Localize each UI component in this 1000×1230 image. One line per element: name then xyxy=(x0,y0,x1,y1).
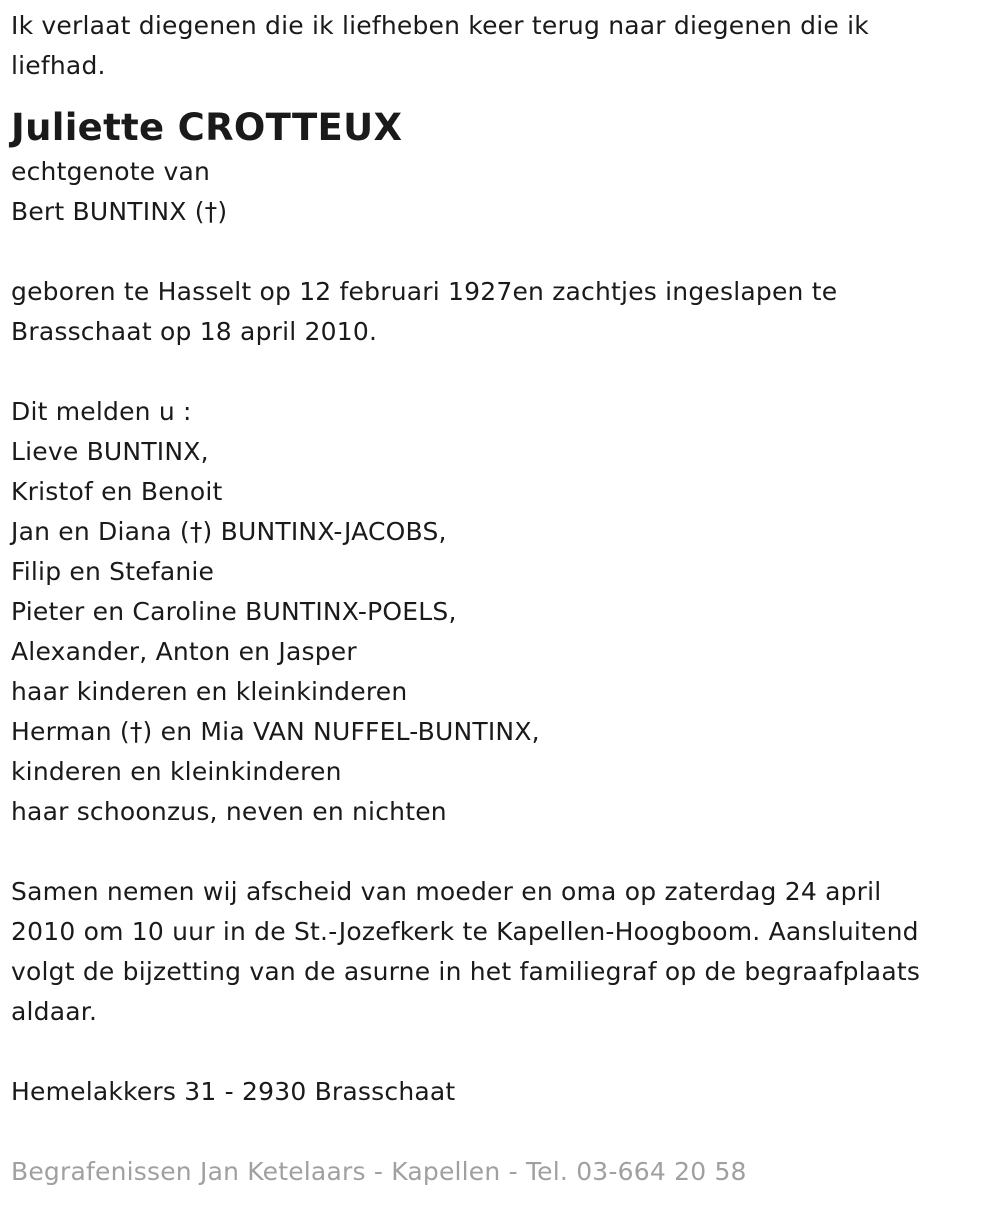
funeral-home-credit: Begrafenissen Jan Ketelaars - Kapellen - Tel. 03-664 20 58 xyxy=(11,1157,747,1186)
family-line: Jan en Diana (†) BUNTINX-JACOBS, xyxy=(11,517,447,546)
spacer xyxy=(11,232,986,272)
family-line: haar kinderen en kleinkinderen xyxy=(11,677,408,706)
family-line: kinderen en kleinkinderen xyxy=(11,757,342,786)
family-line: haar schoonzus, neven en nichten xyxy=(11,797,447,826)
deceased-name: Juliette CROTTEUX xyxy=(11,106,403,149)
family-line: Herman (†) en Mia VAN NUFFEL-BUNTINX, xyxy=(11,717,540,746)
obituary-notice xyxy=(11,6,986,1192)
announced-by-heading: Dit melden u : xyxy=(11,397,192,426)
spacer xyxy=(11,1032,986,1072)
intro-quote xyxy=(11,6,986,86)
family-line: Alexander, Anton en Jasper xyxy=(11,637,357,666)
birth-death-block xyxy=(11,272,986,352)
announced-by-block xyxy=(11,392,986,832)
spouse-name: Bert BUNTINX (†) xyxy=(11,197,228,226)
ceremony-line: aldaar. xyxy=(11,997,98,1026)
family-line: Filip en Stefanie xyxy=(11,557,215,586)
spouse-block xyxy=(11,152,986,232)
birth-death-line: geboren te Hasselt op 12 februari 1927en zachtjes ingeslapen te xyxy=(11,277,838,306)
address: Hemelakkers 31 - 2930 Brasschaat xyxy=(11,1077,456,1106)
spouse-label: echtgenote van xyxy=(11,157,211,186)
family-line: Kristof en Benoit xyxy=(11,477,223,506)
quote-line: liefhad. xyxy=(11,51,106,80)
spacer xyxy=(11,832,986,872)
ceremony-block xyxy=(11,872,986,1032)
spacer xyxy=(11,352,986,392)
ceremony-line: 2010 om 10 uur in de St.-Jozefkerk te Kapellen-Hoogboom. Aansluitend xyxy=(11,917,919,946)
family-line: Pieter en Caroline BUNTINX-POELS, xyxy=(11,597,457,626)
ceremony-line: volgt de bijzetting van de asurne in het familiegraf op de begraafplaats xyxy=(11,957,921,986)
ceremony-line: Samen nemen wij afscheid van moeder en oma op zaterdag 24 april xyxy=(11,877,882,906)
family-line: Lieve BUNTINX, xyxy=(11,437,209,466)
quote-line: Ik verlaat diegenen die ik liefheben keer terug naar diegenen die ik xyxy=(11,11,869,40)
birth-death-line: Brasschaat op 18 april 2010. xyxy=(11,317,378,346)
